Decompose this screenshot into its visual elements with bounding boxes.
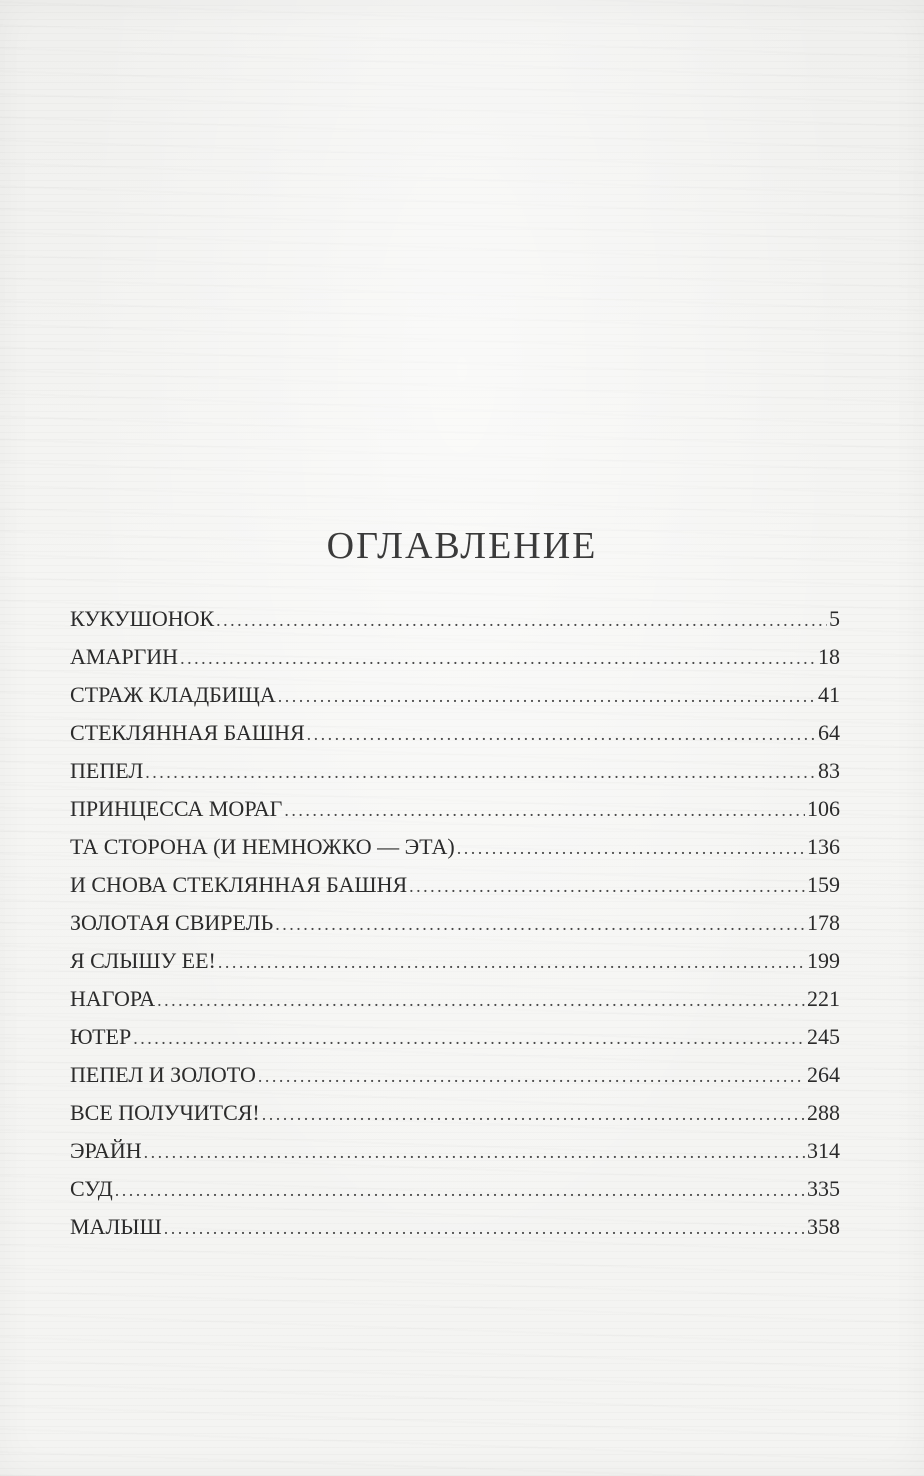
toc-entry-page: 264 [807,1062,840,1087]
toc-entry-page: 64 [818,720,840,745]
toc-entry-page: 288 [807,1100,840,1125]
toc-entry-page: 83 [818,758,840,783]
toc-dot-leader [275,914,805,935]
toc-entry-title: ЗОЛОТАЯ СВИРЕЛЬ [70,910,274,935]
toc-entry-page: 314 [807,1138,840,1163]
toc-entry [70,1214,840,1252]
toc-entry-page: 106 [807,796,840,821]
toc-dot-leader [216,610,827,631]
toc-entry-title: ЭРАЙН [70,1138,142,1163]
toc-entry [70,986,840,1024]
toc-entry [70,948,840,986]
toc-dot-leader [145,762,816,783]
toc-dot-leader [180,648,816,669]
toc-entry-title: СУД [70,1176,113,1201]
toc-entry-page: 199 [807,948,840,973]
page-title: ОГЛАВЛЕНИЕ [326,525,598,567]
toc-dot-leader [262,1104,805,1125]
toc-entry [70,1138,840,1176]
toc-entry [70,796,840,834]
toc-entry-page: 159 [807,872,840,897]
toc-entry-page: 221 [807,986,840,1011]
table-of-contents [70,606,840,1252]
toc-entry-title: КУКУШОНОК [70,606,215,631]
toc-entry-page: 178 [807,910,840,935]
toc-entry [70,910,840,948]
toc-entry-page: 41 [818,682,840,707]
toc-dot-leader [284,800,805,821]
toc-entry [70,834,840,872]
toc-dot-leader [409,876,805,897]
toc-entry [70,1100,840,1138]
toc-dot-leader [307,724,816,745]
toc-entry [70,1024,840,1062]
toc-entry-title: Я СЛЫШУ ЕЕ! [70,948,216,973]
toc-entry [70,644,840,682]
toc-entry-title: МАЛЫШ [70,1214,162,1239]
toc-dot-leader [218,952,805,973]
toc-entry-page: 136 [807,834,840,859]
toc-entry-title: СТРАЖ КЛАДБИЩА [70,682,276,707]
toc-entry-title: АМАРГИН [70,644,179,669]
toc-entry [70,872,840,910]
toc-entry-title: СТЕКЛЯННАЯ БАШНЯ [70,720,305,745]
toc-entry [70,682,840,720]
toc-entry-title: ТА СТОРОНА (И НЕМНОЖКО — ЭТА) [70,834,455,859]
toc-entry-title: И СНОВА СТЕКЛЯННАЯ БАШНЯ [70,872,408,897]
toc-entry-page: 5 [829,606,840,631]
toc-dot-leader [278,686,816,707]
toc-entry-title: НАГОРА [70,986,156,1011]
toc-entry-title: ЮТЕР [70,1024,132,1049]
toc-dot-leader [133,1028,805,1049]
toc-entry-title: ПЕПЕЛ [70,758,144,783]
toc-dot-leader [164,1218,805,1239]
toc-entry-page: 335 [807,1176,840,1201]
toc-entry-page: 245 [807,1024,840,1049]
toc-entry [70,606,840,644]
toc-dot-leader [144,1142,805,1163]
toc-entry [70,758,840,796]
toc-entry-title: ВСЕ ПОЛУЧИТСЯ! [70,1100,260,1125]
toc-dot-leader [258,1066,805,1087]
toc-entry-page: 358 [807,1214,840,1239]
toc-entry-title: ПЕПЕЛ И ЗОЛОТО [70,1062,256,1087]
toc-entry [70,720,840,758]
toc-entry-page: 18 [818,644,840,669]
toc-dot-leader [115,1180,805,1201]
toc-entry [70,1062,840,1100]
toc-dot-leader [457,838,805,859]
toc-entry [70,1176,840,1214]
toc-dot-leader [157,990,805,1011]
toc-entry-title: ПРИНЦЕССА МОРАГ [70,796,283,821]
